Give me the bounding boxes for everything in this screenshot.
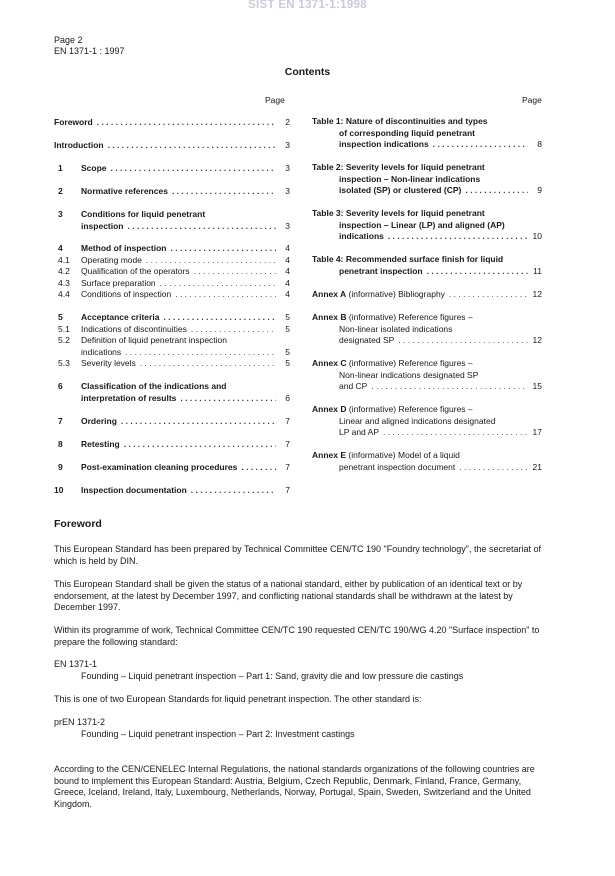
foreword-heading: Foreword [54, 518, 102, 530]
foreword-paragraph: This European Standard has been prepared by Technical Committee CEN/TC 190 "Foundry technology", the secretariat of which is held by DIN. [54, 544, 541, 566]
left-page-column-label: Page [265, 95, 285, 105]
standard-title: Founding – Liquid penetrant inspection – Part 2: Investment castings [81, 728, 355, 739]
foreword-paragraph: This is one of two European Standards for liquid penetrant inspection. The other standard is: [54, 694, 422, 704]
right-toc: Table 1: Nature of discontinuities and types of corresponding liquid penetrant inspection indications . . . 8 Table 2: Severity levels for liquid penetrant inspection – Non-linear indications isolated (SP) or clustered (CP) . . . 9 Table 3: Severity levels for liquid penetrant inspection – Linear (LP) and aligned (AP) indications . . . 10 Table 4: Recommended surface finish for liquid penetrant inspection . . . 11 Annex A (informative) Bibliography . . . 12 Annex B (informative) Reference figures – Non-linear isolated indications designated SP . . . 12 Annex C (informative) Reference figures – Non-linear indications designated SP and CP . . . 15 Annex D (informative) Reference figures – Linear and aligned indications designated LP and AP . . . 17 Annex E (informative) Model of a liquid penetrant inspection document . . . 21 [312, 0, 544, 876]
standard-title: Founding – Liquid penetrant inspection – Part 1: Sand, gravity die and low pressure die castings [81, 671, 464, 681]
page-label: Page 2 [54, 35, 83, 45]
foreword-paragraph: Within its programme of work, Technical Committee CEN/TC 190 requested CEN/TC 190/WG 4.20 "Surface inspection" to prepare the following standard: [54, 625, 540, 647]
foreword-paragraph: This European Standard shall be given the status of a national standard, either by publication of an identical text or by endorsement, at the latest by December 1997, and conflicting national standards shall be withdrawn at the latest by December 1997. [54, 579, 523, 612]
watermark: SIST EN 1371-1:1998 [248, 0, 367, 11]
foreword-paragraph: According to the CEN/CENELEC Internal Regulations, the national standards organizations of the following countries are bound to implement this European Standard: Austria, Belgium, Czech Republic, Denmark, Finland, France, Germany, Greece, Iceland, Ireland, Italy, Luxembourg, Netherlands, Norway, Portugal, Spain, Sweden, Switzerland and the United Kingdom. [54, 764, 535, 809]
standard-id: EN 1371-1 [54, 659, 98, 669]
contents-title: Contents [284, 66, 331, 78]
document-id: EN 1371-1 : 1997 [54, 46, 125, 56]
toc-entry[interactable]: Foreword . . . 2 [54, 117, 292, 129]
standard-id: prEN 1371-2 [54, 717, 106, 727]
right-page-column-label: Page [522, 95, 542, 105]
toc-entry[interactable]: Introduction . . . 3 [54, 140, 292, 152]
left-toc: Foreword . . . 2 Introduction . . . 3 1 Scope . . . 3 2 Normative references . . . 3 3 Conditions for liquid penetrant inspection . . . 3 4 Method of inspection . . . 4 4.1 Operating mode . . . 4 4.2 Qualification of the operators . . . 4 4.3 Surface preparation . . . 4 4.4 Conditions of inspection . . . 4 5 Acceptance criteria . . . 5 5.1 Indications of discontinuities . . . 5 5.2 Definition of liquid penetrant inspection indications . . . 5 5.3 Severity levels . . . 5 6 Classification of the indications and interpretation of results . . . 6 7 Ordering . . . 7 8 Retesting . . . 7 9 Post-examination cleaning procedures . . . 7 10 Inspection documentation . . . 7 [54, 0, 294, 876]
